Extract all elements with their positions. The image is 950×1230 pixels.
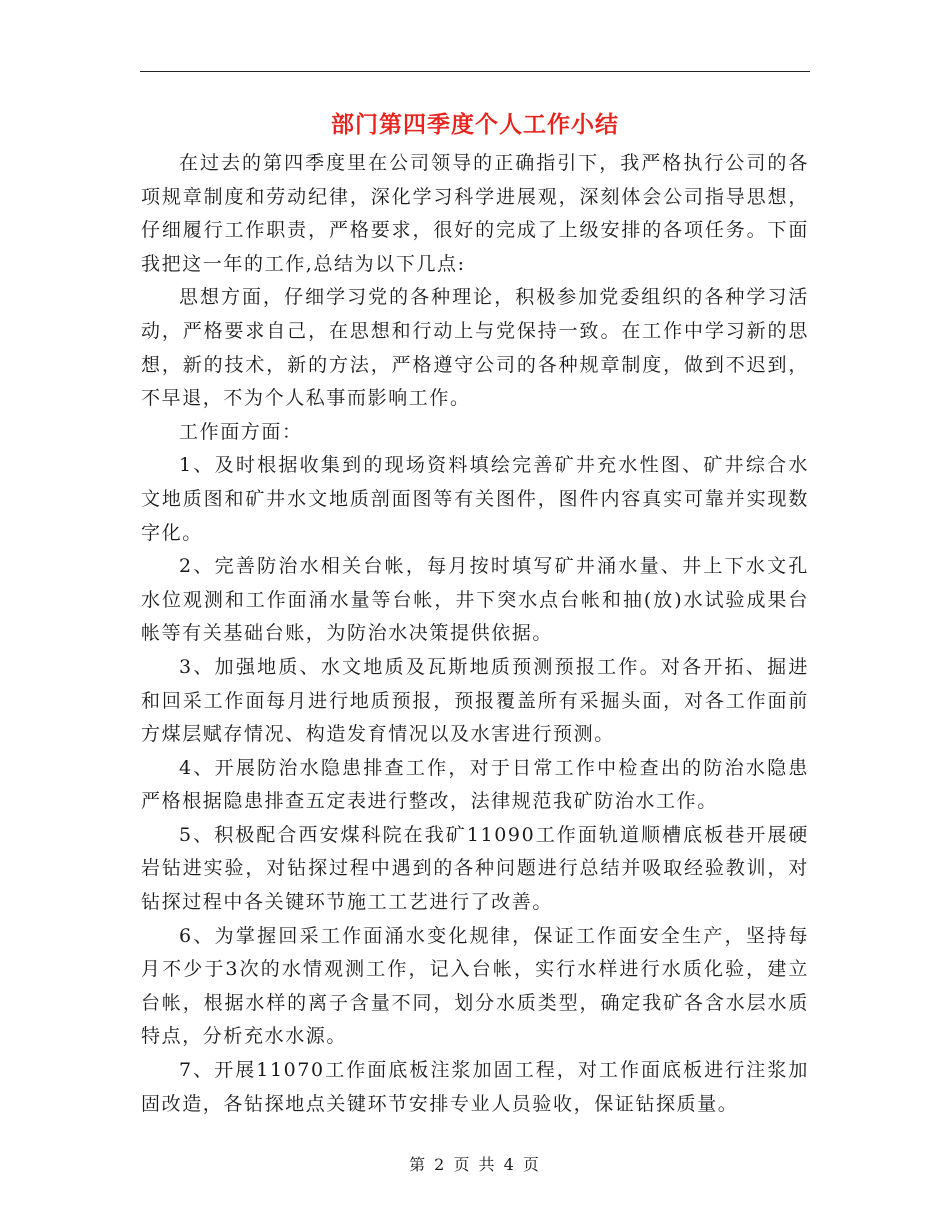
paragraph-item-5: 5、积极配合西安煤科院在我矿11090工作面轨道顺槽底板巷开展硬岩钻进实验，对钻探过程中遇到的各种问题进行总结并吸取经验教训，对钻探过程中各关键环节施工工艺进行了改善。 <box>141 823 809 914</box>
paragraph-item-1: 1、及时根据收集到的现场资料填绘完善矿井充水性图、矿井综合水文地质图和矿井水文地质剖面图等有关图件，图件内容真实可靠并实现数字化。 <box>141 454 809 544</box>
paragraph-item-3: 3、加强地质、水文地质及瓦斯地质预测预报工作。对各开拓、掘进和回采工作面每月进行地质预报，预报覆盖所有采掘头面，对各工作面前方煤层赋存情况、构造发育情况以及水害进行预测。 <box>141 655 809 746</box>
header-rule <box>140 71 810 72</box>
paragraph-item-2: 2、完善防治水相关台帐，每月按时填写矿井涌水量、井上下水文孔水位观测和工作面涌水量等台帐，井下突水点台帐和抽(放)水试验成果台帐等有关基础台账，为防治水决策提供依据。 <box>141 555 809 645</box>
document-body <box>141 147 809 1121</box>
paragraph-item-7: 7、开展11070工作面底板注浆加固工程，对工作面底板进行注浆加固改造，各钻探地点关键环节安排专业人员验收，保证钻探质量。 <box>141 1059 809 1115</box>
paragraph-item-4: 4、开展防治水隐患排查工作，对于日常工作中检查出的防治水隐患严格根据隐患排查五定表进行整改，法律规范我矿防治水工作。 <box>141 756 809 813</box>
paragraph-thought: 思想方面，仔细学习党的各种理论，积极参加党委组织的各种学习活动，严格要求自己，在思想和行动上与党保持一致。在工作中学习新的思想，新的技术，新的方法，严格遵守公司的各种规章制度，做到不迟到，不早退，不为个人私事而影响工作。 <box>141 286 809 410</box>
paragraph-work-heading: 工作面方面： <box>179 420 303 443</box>
page-footer: 第 2 页 共 4 页 <box>409 1155 541 1174</box>
paragraph-item-6: 6、为掌握回采工作面涌水变化规律，保证工作面安全生产，坚持每月不少于3次的水情观测工作，记入台帐，实行水样进行水质化验，建立台帐，根据水样的离子含量不同，划分水质类型，确定我矿各含水层水质特点，分析充水水源。 <box>141 924 809 1048</box>
paragraph-intro: 在过去的第四季度里在公司领导的正确指引下，我严格执行公司的各项规章制度和劳动纪律，深化学习科学进展观，深刻体会公司指导思想，仔细履行工作职责，严格要求，很好的完成了上级安排的各项任务。下面我把这一年的工作,总结为以下几点: <box>141 152 809 275</box>
document-title: 部门第四季度个人工作小结 <box>331 111 619 138</box>
